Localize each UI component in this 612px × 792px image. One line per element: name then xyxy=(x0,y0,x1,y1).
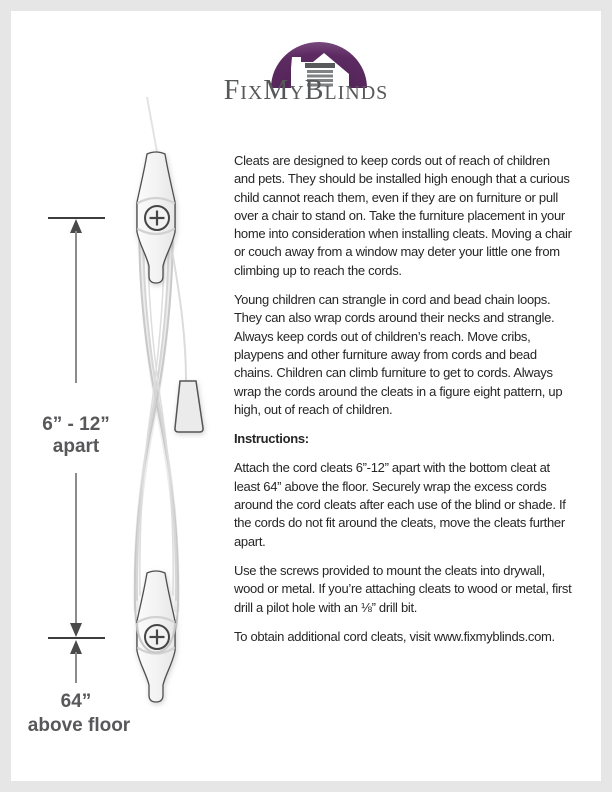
body-copy xyxy=(234,152,572,657)
paragraph-mounting-instructions: Use the screws provided to mount the cleats into drywall, wood or metal. If you’re attaching cleats to wood or metal, first drill a pilot hole with an ⅛” drill bit. xyxy=(234,562,572,615)
paragraph-attach-instructions: Attach the cord cleats 6”-12” apart with the bottom cleat at least 64” above the floor. Securely wrap the excess cords around the cord cleats after each use of the blind or shade. If the cords do not fit around the cleats, move the cleats further apart. xyxy=(234,460,566,549)
instructions-heading: Instructions: xyxy=(234,431,309,447)
floor-label-line2: above floor xyxy=(27,715,131,736)
brand-part: M xyxy=(263,75,290,106)
arrow-down-icon xyxy=(70,623,82,637)
apart-label-line1: 6” - 12” xyxy=(42,414,110,435)
floor-label-line1: 64” xyxy=(60,691,92,712)
apart-dimension xyxy=(42,218,110,637)
paragraph-strangulation-warning: Young children can strangle in cord and bead chain loops. They can also wrap cords around their necks and strangle. Always keep cords out of children’s reach. Move cribs, playpens and other furniture away from cords and bead chains. Children can climb furniture to get to cords. Always wrap the cords around the cleats in a figure eight pattern, up high, out of reach of children. xyxy=(234,292,563,417)
floor-dimension xyxy=(28,638,131,736)
arrow-up-icon xyxy=(70,640,82,654)
brand-part: B xyxy=(304,75,325,106)
tassel-cord xyxy=(171,245,186,381)
paragraph-cleat-purpose: Cleats are designed to keep cords out of reach of children and pets. They should be installed high enough that a curious child cannot reach them, even if they are on furniture or pull over a chair to stand on. Take the furniture placement in your home into consideration when installing cleats. Moving a chair or couch away from a window may deter your little one from climbing up to reach the cords. xyxy=(234,153,572,278)
brand-part: F xyxy=(223,75,241,106)
cleat-diagram xyxy=(20,90,230,762)
apart-label-line2: apart xyxy=(52,436,100,457)
brand-part: LINDS xyxy=(324,82,389,104)
brand-part: IX xyxy=(240,82,264,104)
arrow-up-icon xyxy=(70,219,82,233)
bottom-cord-cleat xyxy=(137,571,175,702)
document-sheet xyxy=(11,11,601,781)
cord-tassel xyxy=(175,381,203,432)
paragraph-website: To obtain additional cord cleats, visit www.fixmyblinds.com. xyxy=(234,628,555,644)
pull-cord-top xyxy=(147,97,157,152)
brand-part: Y xyxy=(289,82,305,104)
